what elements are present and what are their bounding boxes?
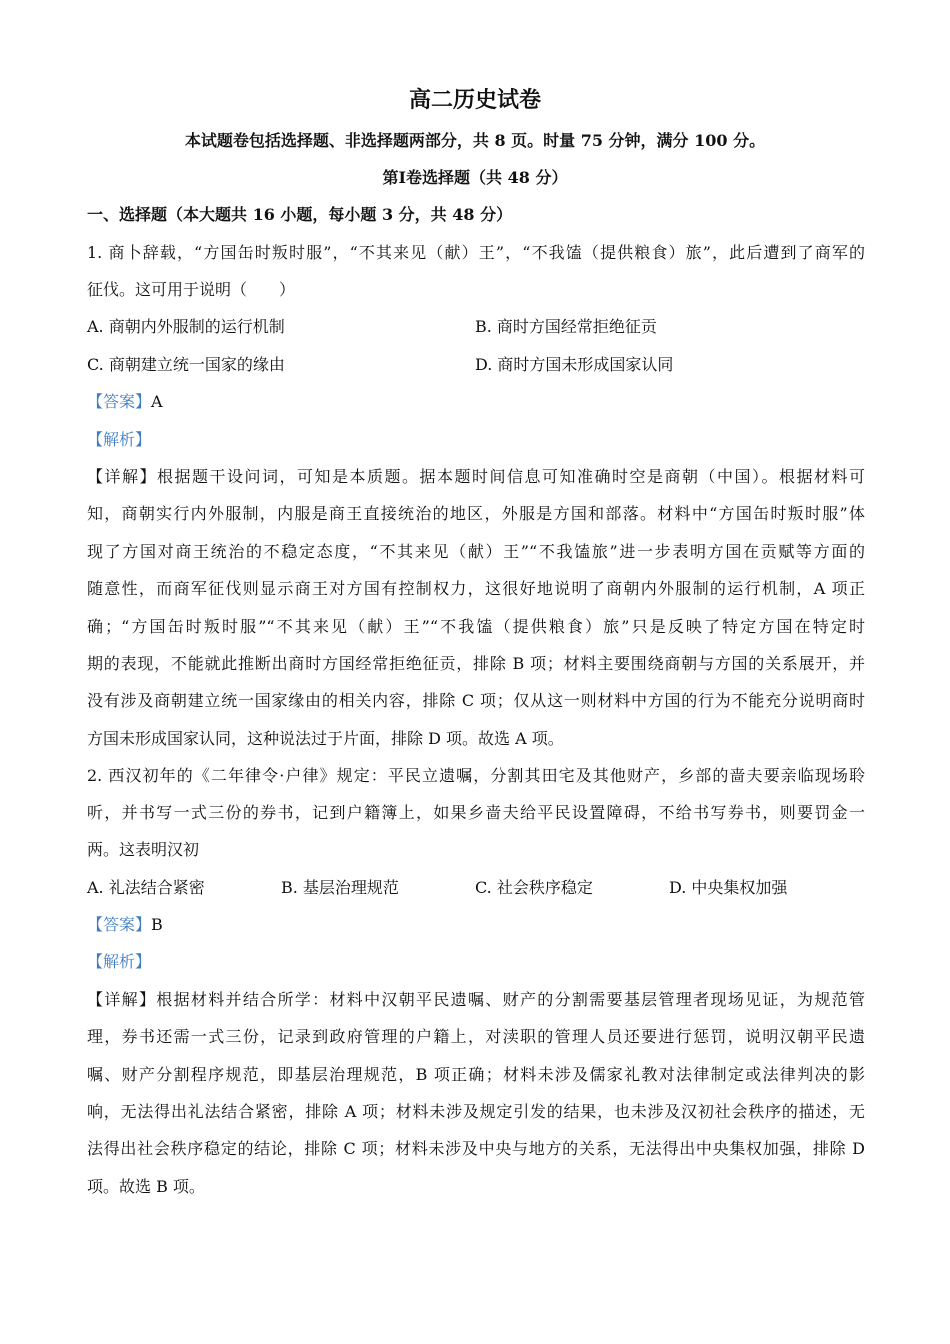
q1-detail-line: 随意性，而商军征伐则显示商王对方国有控制权力，这很好地说明了商朝内外服制的运行机制，A 项正: [87, 579, 865, 598]
q1-option-b: B. 商时方国经常拒绝征贡: [475, 317, 657, 336]
q1-option-a: A. 商朝内外服制的运行机制: [87, 317, 285, 336]
answer-label: 【答案】: [87, 915, 152, 934]
q1-detail-line: 现了方国对商王统治的不稳定态度，“不其来见（献）王”“不我馌旅”进一步表明方国在贡赋等方面的: [87, 542, 865, 561]
q1-option-d: D. 商时方国未形成国家认同: [475, 355, 674, 374]
q1-detail-line: 方国未形成国家认同，这种说法过于片面，排除 D 项。故选 A 项。: [87, 729, 564, 748]
q2-option-c: C. 社会秩序稳定: [475, 878, 593, 897]
part-heading: 一、选择题（本大题共 16 小题，每小题 3 分，共 48 分）: [87, 205, 513, 224]
q2-detail-line: 项。故选 B 项。: [87, 1177, 205, 1196]
answer-value: A: [151, 392, 163, 411]
q1-detail-line: 期的表现，不能就此推断出商时方国经常拒绝征贡，排除 B 项；材料主要围绕商朝与方国的关系展开，并: [87, 654, 865, 673]
q2-detail-line: 响，无法得出礼法结合紧密，排除 A 项；材料未涉及规定引发的结果，也未涉及汉初社会秩序的描述，无: [87, 1102, 865, 1121]
q1-option-c: C. 商朝建立统一国家的缘由: [87, 355, 285, 374]
q2-stem-line: 两。这表明汉初: [87, 840, 200, 859]
q2-detail-line: 法得出社会秩序稳定的结论，排除 C 项；材料未涉及中央与地方的关系，无法得出中央集权加强，排除 D: [87, 1139, 865, 1158]
q1-detail-line: 【详解】根据题干设问词，可知是本质题。据本题时间信息可知准确时空是商朝（中国）。根据材料可: [87, 467, 865, 486]
answer-label: 【答案】: [87, 392, 152, 411]
q2-option-d: D. 中央集权加强: [669, 878, 788, 897]
q2-stem-line: 2. 西汉初年的《二年律令·户律》规定：平民立遗嘱，分割其田宅及其他财产，乡部的啬夫要亲临现场聆: [87, 766, 865, 785]
q2-analysis-label: 【解析】: [87, 952, 152, 971]
q2-option-b: B. 基层治理规范: [281, 878, 399, 897]
q2-stem-line: 听，并书写一式三份的券书，记到户籍簿上，如果乡啬夫给平民设置障碍，不给书写券书，则要罚金一: [87, 803, 865, 822]
q1-detail-line: 知，商朝实行内外服制，内服是商王直接统治的地区，外服是方国和部落。材料中“方国缶时叛时服”体: [87, 504, 865, 523]
q1-stem-line: 征伐。这可用于说明（ ）: [87, 280, 296, 299]
q1-answer: [87, 391, 163, 413]
q2-option-a: A. 礼法结合紧密: [87, 878, 205, 897]
q1-detail-line: 确；“方国缶时叛时服”“不其来见（献）王”“不我馌（提供粮食）旅”只是反映了特定方国在特定时: [87, 617, 865, 636]
q1-stem-line: 1. 商卜辞载，“方国缶时叛时服”，“不其来见（献）王”，“不我馌（提供粮食）旅”，此后遭到了商军的: [87, 243, 865, 262]
q2-detail-line: 理，券书还需一式三份，记录到政府管理的户籍上，对渎职的管理人员还要进行惩罚，说明汉朝平民遗: [87, 1027, 865, 1046]
q1-analysis-label: 【解析】: [87, 430, 152, 449]
q2-detail-line: 嘱、财产分割程序规范，即基层治理规范，B 项正确；材料未涉及儒家礼教对法律制定或法律判决的影: [87, 1065, 865, 1084]
q2-detail-line: 【详解】根据材料并结合所学：材料中汉朝平民遗嘱、财产的分割需要基层管理者现场见证，为规范管: [87, 990, 865, 1009]
document-subtitle: 本试题卷包括选择题、非选择题两部分，共 8 页。时量 75 分钟，满分 100 分。: [184, 131, 766, 150]
document-title: 高二历史试卷: [408, 87, 541, 113]
section-title: 第Ⅰ卷选择题（共 48 分）: [382, 168, 568, 187]
answer-value: B: [151, 915, 163, 934]
q2-answer: [87, 914, 163, 936]
q1-detail-line: 没有涉及商朝建立统一国家缘由的相关内容，排除 C 项；仅从这一则材料中方国的行为不能充分说明商时: [87, 691, 865, 710]
